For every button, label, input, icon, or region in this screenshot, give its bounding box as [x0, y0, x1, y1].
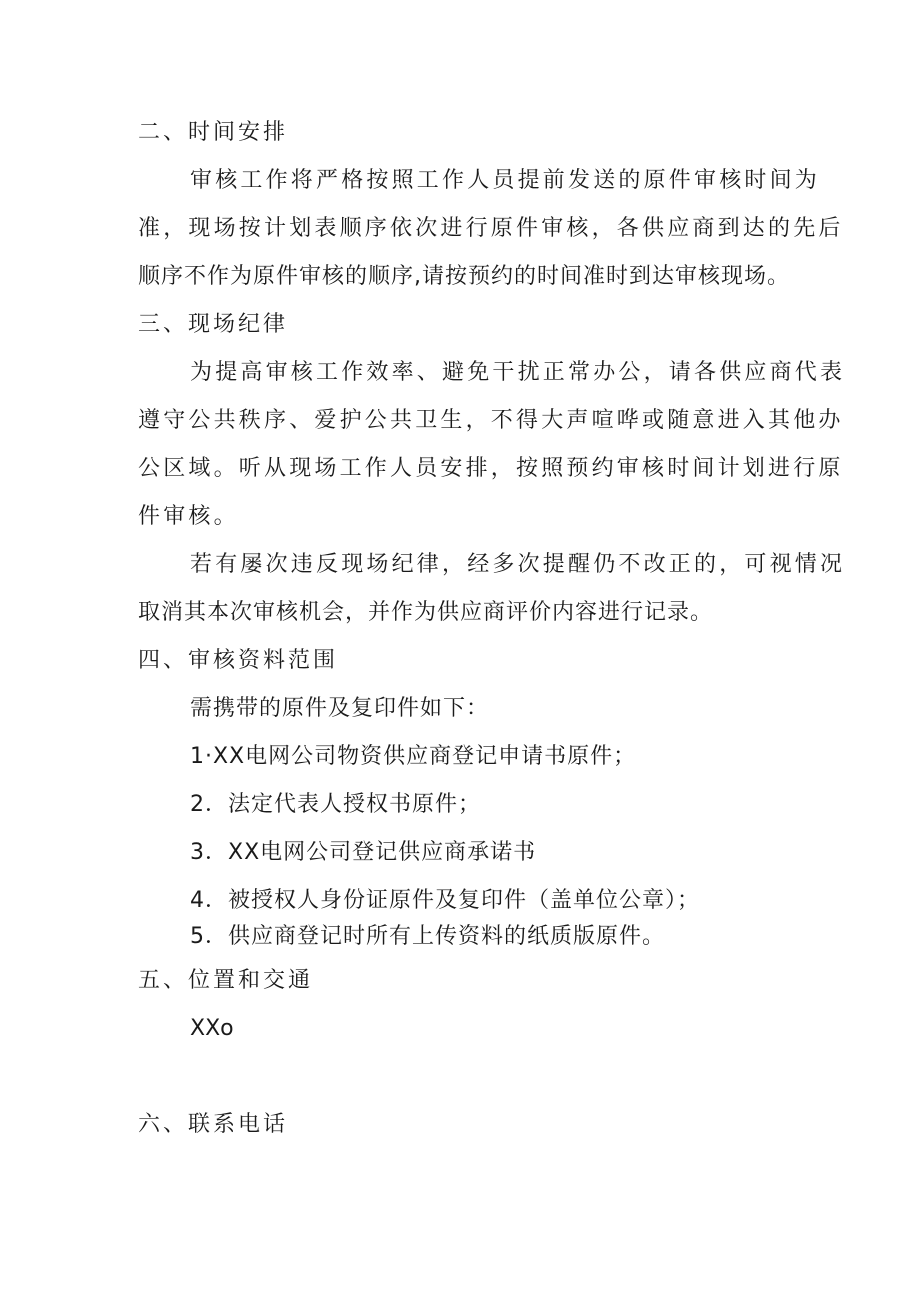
list-item: 3．XX电网公司登记供应商承诺书 [190, 840, 537, 865]
list-item: 2．法定代表人授权书原件； [190, 792, 481, 817]
section-heading: 六、联系电话 [138, 1112, 289, 1137]
paragraph-line: 若有屡次违反现场纪律，经多次提醒仍不改正的，可视情况 [190, 552, 846, 577]
section-heading: 四、审核资料范围 [138, 648, 339, 673]
paragraph-line: 件审核。 [138, 504, 239, 529]
section-heading: 三、现场纪律 [138, 312, 289, 337]
paragraph-line: 准，现场按计划表顺序依次进行原件审核，各供应商到达的先后 [138, 216, 844, 241]
paragraph-line: 公区域。听从现场工作人员安排，按照预约审核时间计划进行原 [138, 456, 844, 481]
list-item: 4．被授权人身份证原件及复印件（盖单位公章）； [190, 888, 700, 913]
section-heading: 二、时间安排 [138, 120, 289, 145]
paragraph-line: 为提高审核工作效率、避免干扰正常办公，请各供应商代表 [190, 360, 846, 385]
paragraph-line: 取消其本次审核机会，并作为供应商评价内容进行记录。 [138, 600, 714, 625]
section-heading: 五、位置和交通 [138, 968, 314, 993]
list-intro: 需携带的原件及复印件如下： [190, 696, 490, 721]
list-item: 5．供应商登记时所有上传资料的纸质版原件。 [190, 924, 665, 949]
paragraph-line: 遵守公共秩序、爱护公共卫生，不得大声喧哗或随意进入其他办 [138, 408, 844, 433]
paragraph-line: 顺序不作为原件审核的顺序,请按预约的时间准时到达审核现场。 [138, 264, 790, 289]
paragraph-line: 审核工作将严格按照工作人员提前发送的原件审核时间为 [190, 168, 821, 193]
paragraph-line: XXo [190, 1016, 234, 1041]
list-item: 1·XX电网公司物资供应商登记申请书原件； [190, 744, 637, 769]
